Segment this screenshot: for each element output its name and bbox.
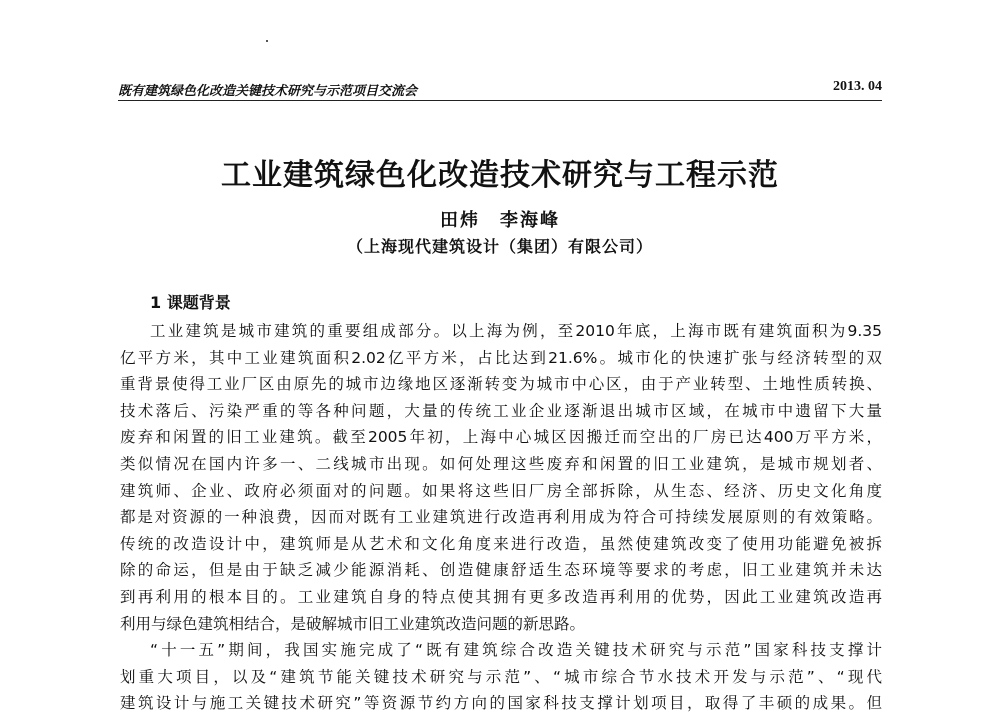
text-line: 利用与绿色建筑相结合，是破解城市旧工业建筑改造问题的新思路。 bbox=[120, 614, 586, 633]
text-line: 建筑设计与施工关键技术研究”等资源节约方向的国家科技支撑计划项目，取得了丰硕的成果。但 bbox=[120, 694, 882, 713]
text-line: 传统的改造设计中，建筑师是从艺术和文化角度来进行改造，虽然使建筑改变了使用功能避免被拆 bbox=[120, 534, 882, 553]
text-line: 都是对资源的一种浪费，因而对既有工业建筑进行改造再利用成为符合可持续发展原则的有效策略。 bbox=[120, 508, 882, 527]
running-header bbox=[118, 78, 882, 101]
text-line: 亿平方米，其中工业建筑面积2.02亿平方米，占比达到21.6%。城市化的快速扩张与经济转型的双 bbox=[120, 348, 882, 367]
body-text bbox=[120, 318, 882, 717]
affiliation: （上海现代建筑设计（集团）有限公司） bbox=[346, 237, 653, 256]
issue-number: 2013. 04 bbox=[833, 79, 882, 94]
paper-title: 工业建筑绿色化改造技术研究与工程示范 bbox=[221, 158, 779, 193]
text-line: 到再利用的根本目的。工业建筑自身的特点使其拥有更多改造再利用的优势，因此工业建筑改造再 bbox=[120, 587, 882, 606]
section-heading: 1 课题背景 bbox=[150, 293, 231, 312]
text-line: 类似情况在国内许多一、二线城市出现。如何处理这些废弃和闲置的旧工业建筑，是城市规划者、 bbox=[120, 454, 882, 473]
text-line: 工业建筑是城市建筑的重要组成部分。以上海为例，至2010年底，上海市既有建筑面积为9.35 bbox=[150, 322, 882, 340]
text-line: 除的命运，但是由于缺乏减少能源消耗、创造健康舒适生态环境等要求的考虑，旧工业建筑并未达 bbox=[120, 561, 882, 580]
text-line: “十一五”期间，我国实施完成了“既有建筑综合改造关键技术研究与示范”国家科技支撑计 bbox=[150, 641, 882, 660]
scan-speck bbox=[266, 40, 268, 42]
text-line: 技术落后、污染严重的等各种问题，大量的传统工业企业逐渐退出城市区域，在城市中遗留下大量 bbox=[120, 401, 882, 420]
journal-name: 既有建筑绿色化改造关键技术研究与示范项目交流会 bbox=[118, 84, 418, 99]
authors: 田炜 李海峰 bbox=[440, 210, 560, 231]
text-line: 重背景使得工业厂区由原先的城市边缘地区逐渐转变为城市中心区，由于产业转型、土地性质转换、 bbox=[120, 375, 882, 394]
text-line: 建筑师、企业、政府必须面对的问题。如果将这些旧厂房全部拆除，从生态、经济、历史文化角度 bbox=[120, 481, 882, 500]
text-line: 划重大项目，以及“建筑节能关键技术研究与示范”、“城市综合节水技术开发与示范”、“现代 bbox=[120, 667, 882, 686]
text-line: 废弃和闲置的旧工业建筑。截至2005年初，上海中心城区因搬迁而空出的厂房已达400万平方米， bbox=[120, 428, 882, 447]
